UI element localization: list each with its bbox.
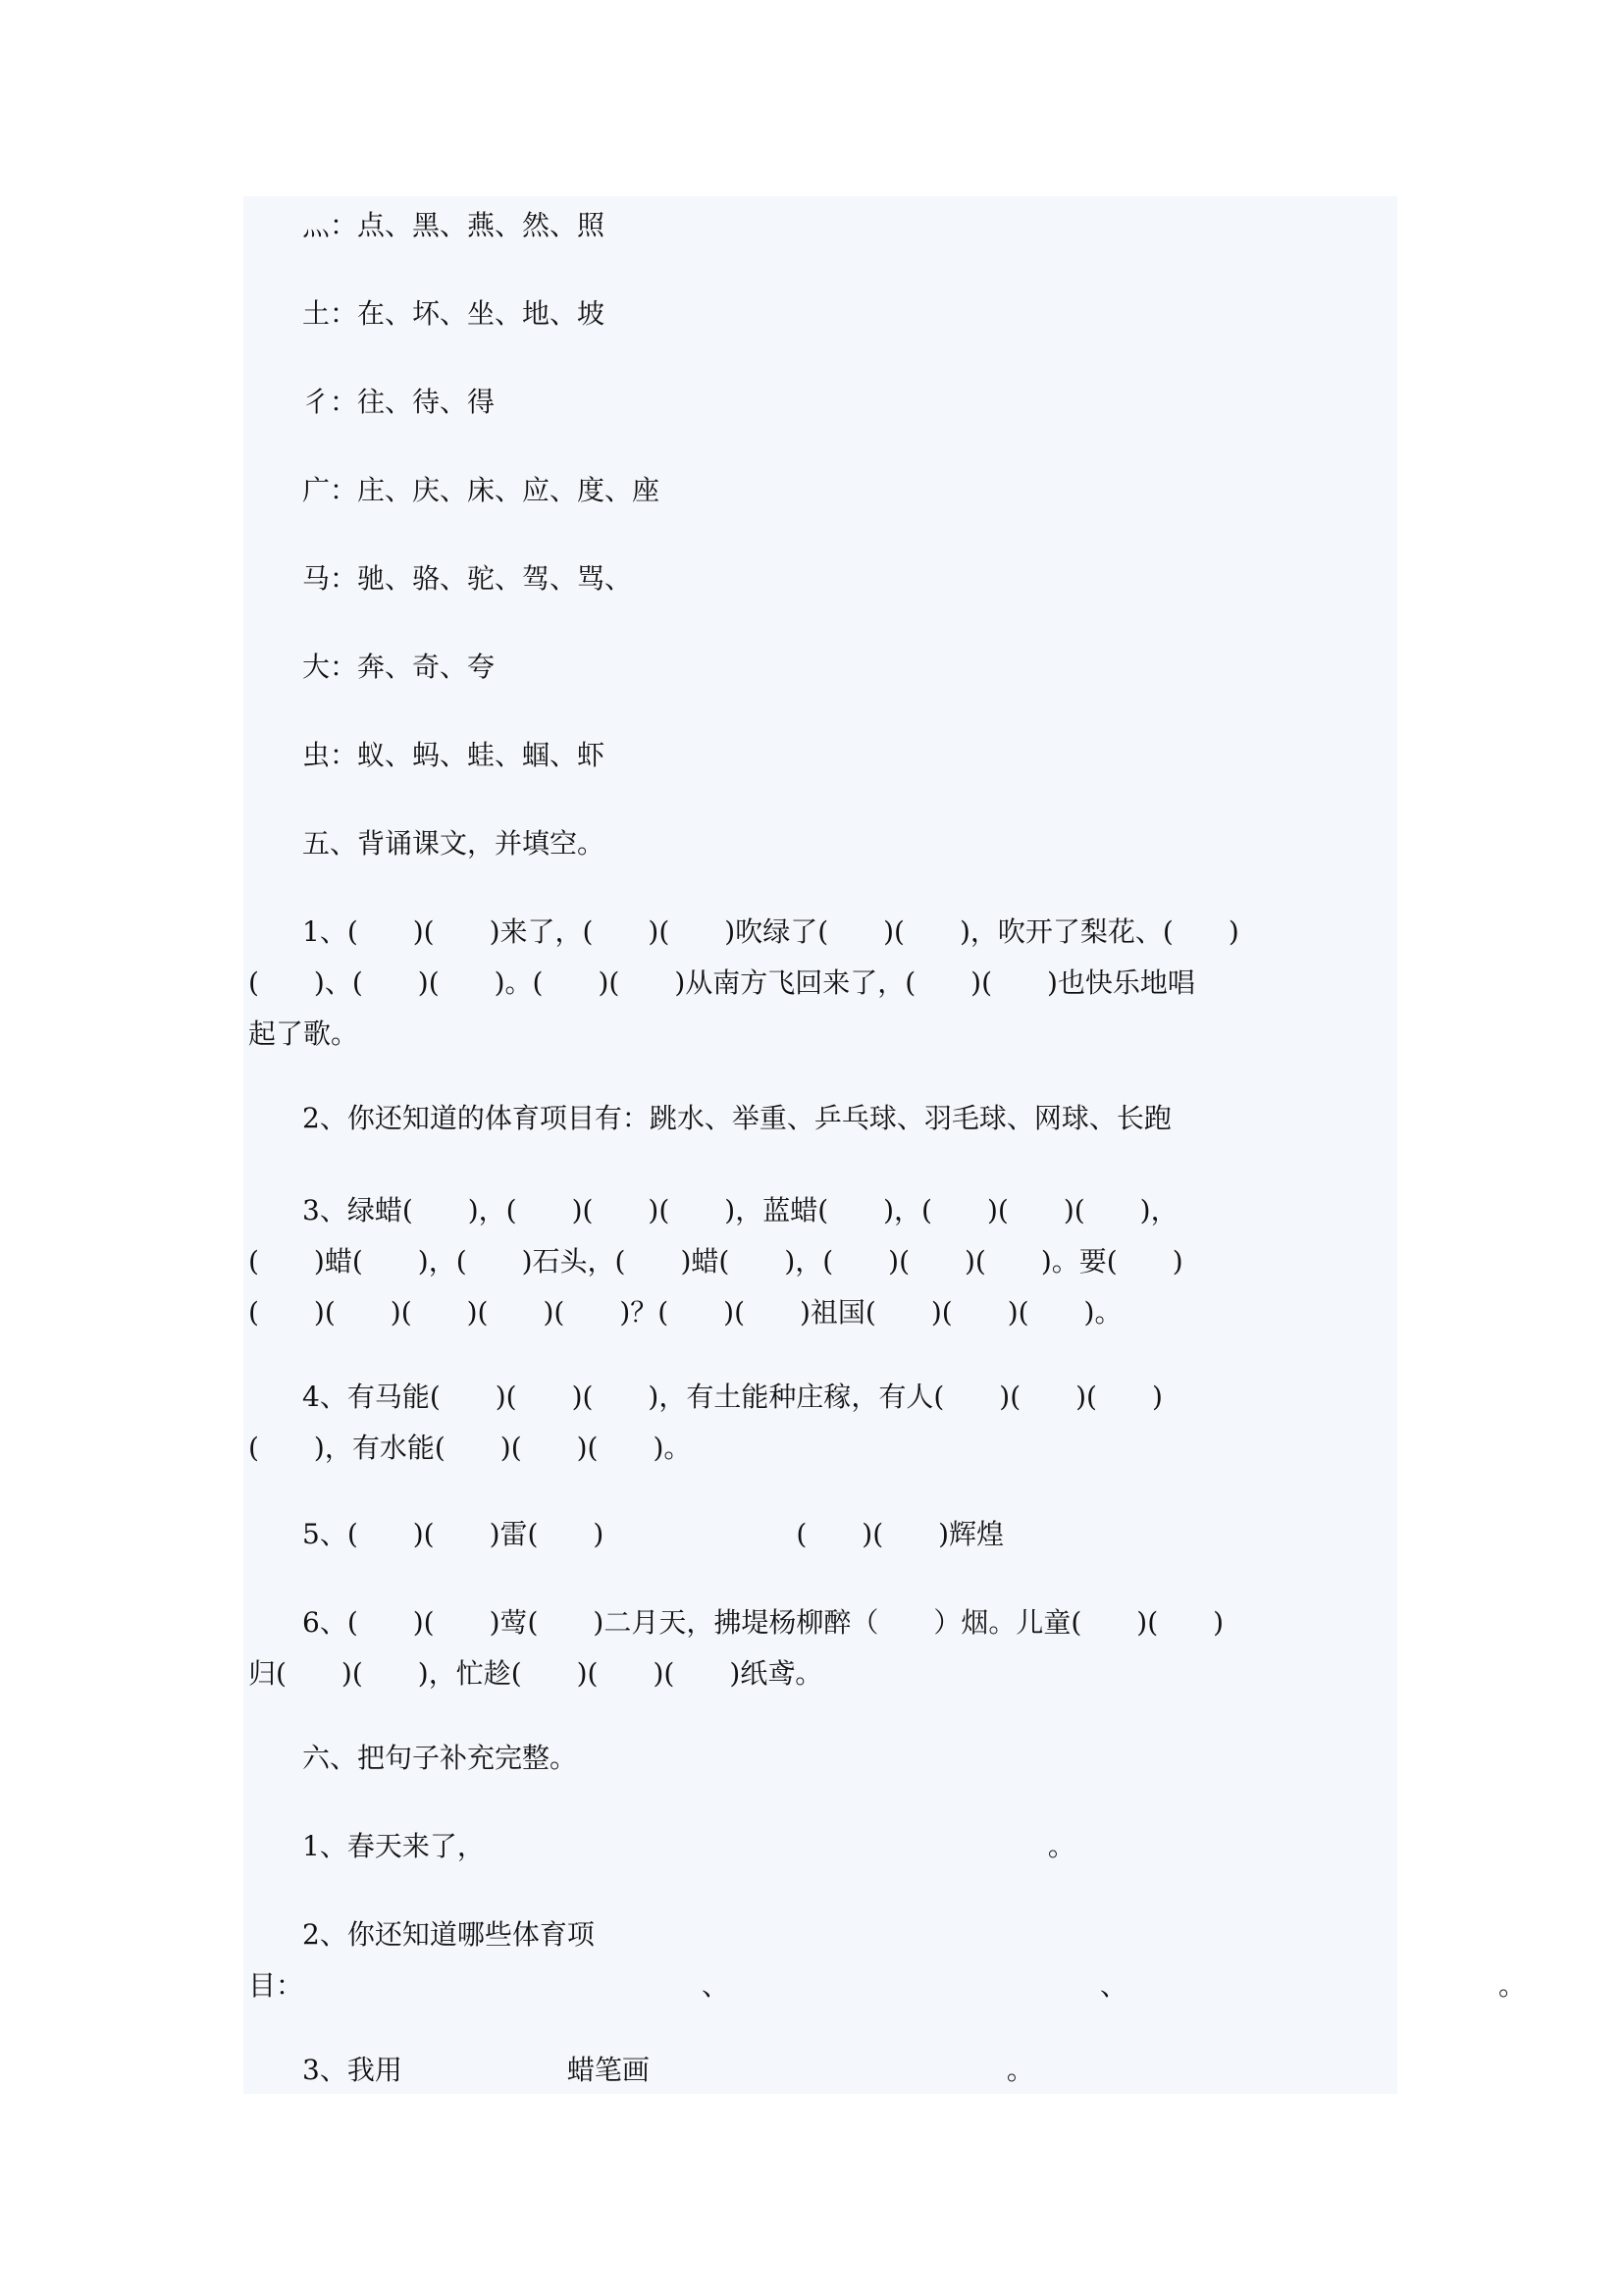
s6-q2-line-1: 2、你还知道哪些体育项 — [302, 1918, 595, 1951]
radical-line-guang: 广：庄、庆、床、应、度、座 — [302, 474, 660, 506]
q1-line-1: 1、( )( )来了，( )( )吹绿了( )( )，吹开了梨花、( ) — [302, 915, 1239, 948]
q6-line-2: 归( )( )，忙趁( )( )( )纸鸢。 — [248, 1657, 823, 1690]
worksheet-page — [243, 196, 1527, 2094]
section-six-title: 六、把句子补充完整。 — [302, 1742, 578, 1774]
q4-line-2: ( )，有水能( )( )( )。 — [248, 1432, 692, 1464]
q2-line: 2、你还知道的体育项目有：跳水、举重、乒乓球、羽毛球、网球、长跑 — [302, 1102, 1172, 1134]
q1-line-2: ( )、( )( )。( )( )从南方飞回来了，( )( )也快乐地唱 — [248, 966, 1195, 999]
q3-line-3: ( )( )( )( )( )？( )( )祖国( )( )( )。 — [248, 1296, 1123, 1329]
radical-line-chi: 彳：往、待、得 — [302, 386, 496, 418]
q1-line-3: 起了歌。 — [248, 1018, 359, 1050]
q6-line-1: 6、( )( )莺( )二月天，拂堤杨柳醉（ ）烟。儿童( )( ) — [302, 1606, 1225, 1639]
s6-q3-line: 3、我用 蜡笔画 。 — [302, 2054, 1034, 2086]
section-five-title: 五、背诵课文，并填空。 — [302, 827, 605, 860]
radical-line-ma: 马：驰、骆、驼、驾、骂、 — [302, 562, 633, 595]
q3-line-1: 3、绿蜡( )，( )( )( )，蓝蜡( )，( )( )( )， — [302, 1194, 1179, 1226]
radical-line-tu: 土：在、坏、坐、地、坡 — [302, 297, 605, 330]
s6-q2-line-2: 目： 、 、 。 — [248, 1969, 1527, 2002]
radical-line-huo: 灬：点、黑、燕、然、照 — [302, 209, 605, 241]
s6-q1-line: 1、春天来了， 。 — [302, 1830, 1075, 1862]
q3-line-2: ( )蜡( )，( )石头，( )蜡( )，( )( )( )。要( ) — [248, 1245, 1183, 1278]
q4-line-1: 4、有马能( )( )( )，有土能种庄稼，有人( )( )( ) — [302, 1381, 1163, 1413]
radical-line-chong: 虫：蚁、蚂、蛙、蝈、虾 — [302, 739, 605, 771]
radical-line-da: 大：奔、奇、夸 — [302, 651, 496, 683]
q5-line: 5、( )( )雷( ) ( )( )辉煌 — [302, 1518, 1005, 1550]
